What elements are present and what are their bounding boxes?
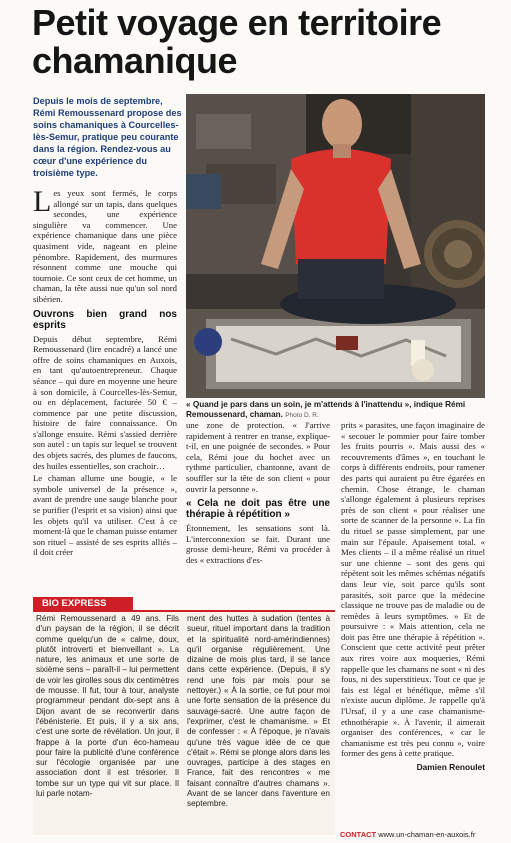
bio-text: ment des huttes à sudation (tentes à sueur, rituel important dans la tradition et la spiritualité nord-amérindiennes) qu'il organise régulièrement. Une dizaine de mois plus tard, il se lance dans cette expérience. (Depuis, il s'y rend une fois par mois pour se nettoyer.) « À la sortie, ce fut pour moi une forte sensation de la présence du sauvage-sacré. Une autre façon de l'exprimer, c'est le chamanisme. » Et de confesser : « À l'époque, je n'avais qu'une très vague idée de ce que c'était ». Rémi se plonge alors dans les ouvrages, participe à des stages en France, fait des rencontres « me faisant connaître d'autres chamans ». Avant de se lancer dans l'aventure en septembre.	[187, 614, 330, 809]
bio-label: BIO EXPRESS	[33, 597, 133, 610]
shaman-photo-illustration	[186, 94, 485, 398]
article-paragraph: une zone de protection. « J'arrive rapidement à rentrer en transe, explique-t-il, en une poignée de secondes. » Pour cela, Rémi joue du hochet avec un rythme particulier, chantonne, avant de souffler sur la tête de son client « pour ouvrir la personne ».	[186, 420, 330, 494]
bio-text: Rémi Remoussenard a 49 ans. Fils d'un paysan de la région, il se décrit comme quelqu'un de « calme, doux, plutôt introverti et bienveillant ». La nature, les animaux et une sorte de sixième sens – paraît-il – lui permettent de voir les girolles sous dix centimètres de mousse. Il fut, tour à tour, analyste programmeur pendant dix-sept ans à Dijon avant de se reconvertir dans l'ébénisterie. Et puis, il y a six ans, c'est une sorte de révélation. Un jour, il frappe à la porte d'un éco-hameau pour faire la publicité d'une conférence sur l'écologie organisée par une association dont il est trésorier. Il tombe sur un type qui vit sur place. Il lui parle notam-	[36, 614, 179, 799]
bio-column-1	[36, 614, 179, 799]
article-column-1	[33, 185, 178, 560]
article-paragraph: prits » parasites, une façon imaginaire de « secouer le pommier pour faire tomber les fruits pourris ». Mais aussi des « recouvrements d'âmes », en touchant le corps à différents endroits, pour ramener des parts qui auraient pu être égarées en chemin. Chose étrange, le chaman s'allonge également à plusieurs reprises près de son client « pour réaliser une sorte de scanner de la personne ». La fin du rituel se passe simplement, par une main sur l'épaule. Apaisement total. « Mes clients – il a même réalisé un rituel sur une chienne – sont des gens qui répètent soit les mêmes schémas négatifs dans leur vie, soit parce qu'ils sont parasités, soit parce que la médecine classique ne trouve pas de maladie ou de remèdes à leurs symptômes. » Et de poursuivre : « Mais attention, cela ne doit pas être une thérapie à répétition ». Conscient que cette activité peut prêter aux rires voire aux moqueries, Rémi rappelle que les chamans ne sont « ni des fous, ni des superstitieux. Tout ce que je fais est légal et bénéfique, même s'il n'existe aucun diplôme. Je rappelle qu'à l'Ursaf, il y a une case chamanisme-ethnothérapie ». À l'avenir, il aimerait organiser des conférences, « car le chamanisme est très peu connu », voire former des gens à cette pratique.	[341, 420, 485, 759]
article-column-3	[341, 420, 485, 773]
subheading: Ouvrons bien grand nos esprits	[33, 308, 177, 331]
contact-url[interactable]: www.un-chaman-en-auxois.fr	[378, 830, 476, 839]
article-column-2	[186, 420, 330, 568]
photo-credit: Photo D. R.	[285, 412, 319, 419]
author-signature: Damien Renoulet	[416, 762, 485, 772]
drop-cap: L	[33, 185, 52, 218]
article-paragraph: Les yeux sont fermés, le corps allongé sur un tapis, dans quelques secondes, une expérience singulière va commencer. Une expérience chamanique dans une pièce quasiment vide, nageant en pleine pénombre. Rapidement, des murmures résonnent comme une mouche qui tournoie. Ce sont ceux de cet homme, un chaman, la tête aussi nue qu'un sol nord sibérien.	[33, 185, 177, 304]
article-headline: Petit voyage en territoire chamanique	[32, 2, 442, 81]
bio-column-2	[187, 614, 330, 810]
subheading: « Cela ne doit pas être une thérapie à répétition »	[186, 498, 330, 521]
article-paragraph: Le chaman allume une bougie, « le symbole universel de la présence », avant de prendre une sauge blanche pour se purifier (l'esprit et sa vision) ainsi que les objets qu'il va utiliser. C'est à ce moment-là que le chaman puisse entamer son rituel – assisté de ses esprits alliés – il doit créer	[33, 473, 178, 558]
article-photo	[186, 94, 485, 398]
caption-text: « Quand je pars dans un soin, je m'attends à l'inattendu », indique Rémi Remoussenard, chaman.	[186, 400, 466, 419]
article-lead: Depuis le mois de septembre, Rémi Remoussenard propose des soins chamaniques à Courcelles-lès-Semur, pratique peu courante dans la région. Rendez-vous au cœur d'une expérience du troisième type.	[33, 96, 182, 178]
photo-caption	[186, 400, 486, 421]
contact-label: CONTACT	[340, 830, 377, 839]
article-paragraph: Depuis début septembre, Rémi Remoussenard (lire encadré) a lancé une offre de soins chamaniques en Auxois, en tant qu'autoentrepreneur. Chaque séance – qui dure en moyenne une heure à son domicile, à Courcelles-lès-Semur, ou en déplacement, facturée 50 € – commence par une petite discussion, histoire de faire connaissance. On s'allonge ensuite. Rémi s'assied derrière son autel : un tapis sur lequel se trouvent des objets sacrés, des plumes de faucons, des huiles essentielles, son crachoir…	[33, 333, 177, 471]
contact-line	[340, 830, 500, 839]
article-paragraph: Étonnement, les sensations sont là. L'interconnexion se fait. Durant une grosse demi-heure, Rémi va procéder à des « extractions d'es-	[186, 523, 330, 565]
